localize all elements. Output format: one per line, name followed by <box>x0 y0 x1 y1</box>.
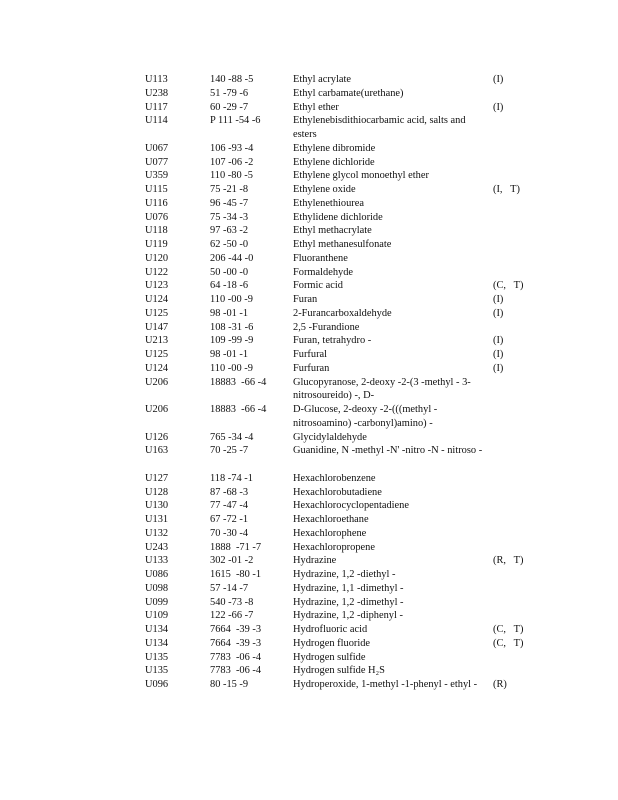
table-row <box>0 114 618 142</box>
table-row <box>0 568 618 582</box>
table-row <box>0 637 618 651</box>
cas-number: 62 -50 -0 <box>210 239 249 250</box>
waste-code: U076 <box>145 211 169 223</box>
table-row <box>0 651 618 665</box>
chemical-name: Ethylene oxide <box>293 184 356 195</box>
waste-code: U113 <box>145 74 168 85</box>
chemical-name: Hydroperoxide, 1-methyl -1-phenyl - ethyl - <box>293 679 478 690</box>
cas-number: 64 -18 -6 <box>210 280 249 292</box>
waste-code: U125 <box>145 307 169 319</box>
cas-number: 75 -21 -8 <box>210 184 249 195</box>
waste-code: U124 <box>145 362 169 374</box>
table-row <box>0 664 618 678</box>
waste-code: U123 <box>145 280 169 292</box>
waste-code: U096 <box>145 679 169 690</box>
waste-code: U127 <box>145 472 169 484</box>
waste-code: U135 <box>145 665 169 677</box>
waste-code: U120 <box>145 252 169 264</box>
cas-number: 765 -34 -4 <box>210 431 254 443</box>
waste-code: U114 <box>145 115 168 127</box>
waste-code: U128 <box>145 486 169 498</box>
chemical-name: Formaldehyde <box>293 266 354 278</box>
chemical-name: Hydrazine <box>293 555 337 567</box>
waste-code: U243 <box>145 541 169 553</box>
chemical-name: Fluoranthene <box>293 252 348 264</box>
waste-code: U099 <box>145 596 169 608</box>
chemical-name: Ethylidene dichloride <box>293 211 383 223</box>
chemical-name: Guanidine, N -methyl -N' -nitro -N - nitroso - <box>293 445 483 457</box>
cas-number: 18883 -66 -4 <box>210 404 267 415</box>
cas-number: 98 -01 -1 <box>210 307 249 319</box>
cas-number: 57 -14 -7 <box>210 582 249 594</box>
waste-code: U124 <box>145 294 169 305</box>
table-row <box>0 678 618 706</box>
chemical-name: Formic acid <box>293 280 343 292</box>
table-row <box>0 224 618 238</box>
cas-number: 7783 -06 -4 <box>210 651 262 663</box>
hazard-code: (I, T) <box>493 184 520 195</box>
chemical-name: Hexachloropropene <box>293 541 375 553</box>
chemical-name: Hexachloroethane <box>293 514 369 525</box>
waste-code: U163 <box>145 445 169 457</box>
table-row <box>0 609 618 623</box>
waste-code: U125 <box>145 349 169 360</box>
cas-number: 140 -88 -5 <box>210 74 254 85</box>
chemical-name: Hydrogen fluoride <box>293 637 371 649</box>
hazard-code: (I) <box>493 307 504 319</box>
chemical-name: Ethyl methacrylate <box>293 225 372 237</box>
table-row <box>0 444 618 472</box>
cas-number: 75 -34 -3 <box>210 211 249 223</box>
hazard-code: (I) <box>493 362 504 374</box>
waste-code: U147 <box>145 321 169 333</box>
chemical-name: Ethyl acrylate <box>293 74 351 85</box>
chemical-name: Hexachlorophene <box>293 527 367 539</box>
table-row <box>0 266 618 280</box>
waste-code: U130 <box>145 500 169 512</box>
cas-number: 110 -00 -9 <box>210 362 253 374</box>
waste-code: U119 <box>145 239 168 250</box>
waste-code: U359 <box>145 170 169 182</box>
chemical-name: Ethylene dichloride <box>293 156 375 168</box>
cas-number: 109 -99 -9 <box>210 335 254 347</box>
chemical-name: Hydrazine, 1,2 -dimethyl - <box>293 596 404 608</box>
chemical-name: Furan <box>293 294 318 305</box>
waste-code: U086 <box>145 569 169 580</box>
table-row <box>0 486 618 500</box>
chemical-name: Ethylenebisdithiocarbamic acid, salts and esters <box>293 115 466 140</box>
waste-code: U077 <box>145 156 169 168</box>
hazard-code: (C, T) <box>493 624 524 635</box>
table-row <box>0 142 618 156</box>
cas-number: 70 -25 -7 <box>210 445 249 457</box>
chemical-name: Furfuran <box>293 362 330 374</box>
hazard-code: (I) <box>493 101 504 113</box>
chemical-name: Glucopyranose, 2-deoxy -2-(3 -methyl - 3-nitrosoureido) -, D- <box>293 376 471 402</box>
table-row <box>0 554 618 568</box>
table-row <box>0 623 618 637</box>
waste-code: U098 <box>145 582 169 594</box>
table-row <box>0 73 618 87</box>
waste-code: U117 <box>145 101 168 113</box>
chemical-name: Ethylene glycol monoethyl ether <box>293 170 429 182</box>
chemical-name: Hexachlorobutadiene <box>293 486 382 498</box>
cas-number: 98 -01 -1 <box>210 349 249 360</box>
table-row <box>0 513 618 527</box>
cas-number: 51 -79 -6 <box>210 87 249 99</box>
waste-code: U118 <box>145 225 168 237</box>
waste-code: U206 <box>145 404 169 415</box>
waste-code: U115 <box>145 184 168 195</box>
chemical-name: Ethyl ether <box>293 101 339 113</box>
cas-number: 206 -44 -0 <box>210 252 254 264</box>
hazard-code: (I) <box>493 294 504 305</box>
waste-code: U132 <box>145 527 169 539</box>
chemical-name: Hydrazine, 1,1 -dimethyl - <box>293 582 404 594</box>
table-row <box>0 238 618 252</box>
table-row <box>0 252 618 266</box>
cas-number: 77 -47 -4 <box>210 500 249 512</box>
chemical-name: Ethyl carbamate(urethane) <box>293 87 404 99</box>
waste-code: U133 <box>145 555 169 567</box>
table-row <box>0 334 618 348</box>
chemical-name: Hydrazine, 1,2 -diethyl - <box>293 569 396 580</box>
cas-number: 67 -72 -1 <box>210 514 249 525</box>
chemical-name: Hydrogen sulfide <box>293 651 366 663</box>
chemical-name: Hydrofluoric acid <box>293 624 368 635</box>
cas-number: 1615 -80 -1 <box>210 569 262 580</box>
table-row <box>0 362 618 376</box>
cas-number: 122 -66 -7 <box>210 610 254 622</box>
waste-code: U126 <box>145 431 169 443</box>
chemical-name: D-Glucose, 2-deoxy -2-(((methyl - nitrosoamino) -carbonyl)amino) - <box>293 404 438 429</box>
waste-code: U116 <box>145 197 168 209</box>
cas-number: 96 -45 -7 <box>210 197 249 209</box>
table-row <box>0 403 618 431</box>
table-row <box>0 279 618 293</box>
cas-number: 106 -93 -4 <box>210 142 254 154</box>
cas-number: 7664 -39 -3 <box>210 637 262 649</box>
waste-code: U131 <box>145 514 169 525</box>
table-row <box>0 376 618 404</box>
table-row <box>0 472 618 486</box>
table-row <box>0 87 618 101</box>
cas-number: 302 -01 -2 <box>210 555 254 567</box>
chemical-name: Ethylene dibromide <box>293 142 376 154</box>
hazard-code: (I) <box>493 349 504 360</box>
table-row <box>0 541 618 555</box>
chemical-name: Hexachlorocyclopentadiene <box>293 500 409 512</box>
table-row <box>0 348 618 362</box>
waste-code: U109 <box>145 610 169 622</box>
cas-number: 108 -31 -6 <box>210 321 254 333</box>
chemical-name: Hydrogen sulfide H₂S <box>293 665 385 677</box>
table-row <box>0 101 618 115</box>
table-row <box>0 156 618 170</box>
waste-code: U134 <box>145 637 169 649</box>
chemical-name: 2-Furancarboxaldehyde <box>293 307 392 319</box>
cas-number: 87 -68 -3 <box>210 486 249 498</box>
cas-number: 97 -63 -2 <box>210 225 249 237</box>
cas-number: P 111 -54 -6 <box>210 115 261 127</box>
chemical-name: Glycidylaldehyde <box>293 431 367 443</box>
table-row <box>0 596 618 610</box>
cas-number: 110 -00 -9 <box>210 294 253 305</box>
cas-number: 110 -80 -5 <box>210 170 253 182</box>
chemical-name: Furfural <box>293 349 328 360</box>
cas-number: 80 -15 -9 <box>210 679 249 690</box>
cas-number: 70 -30 -4 <box>210 527 249 539</box>
chemical-name: Hydrazine, 1,2 -diphenyl - <box>293 610 403 622</box>
table-row <box>0 431 618 445</box>
hazard-code: (I) <box>493 74 504 85</box>
hazard-code: (R, T) <box>493 555 524 567</box>
cas-number: 540 -73 -8 <box>210 596 254 608</box>
table-row <box>0 293 618 307</box>
table-row <box>0 307 618 321</box>
cas-number: 60 -29 -7 <box>210 101 249 113</box>
waste-code: U122 <box>145 266 169 278</box>
hazard-code: (C, T) <box>493 280 524 292</box>
waste-code: U067 <box>145 142 169 154</box>
hazard-code: (C, T) <box>493 637 524 649</box>
cas-number: 107 -06 -2 <box>210 156 254 168</box>
table-row <box>0 499 618 513</box>
waste-code: U206 <box>145 376 169 388</box>
chemical-name: Hexachlorobenzene <box>293 472 376 484</box>
chemical-name: Ethylenethiourea <box>293 197 364 209</box>
cas-number: 18883 -66 -4 <box>210 376 267 388</box>
table-row <box>0 197 618 211</box>
waste-code: U213 <box>145 335 169 347</box>
cas-number: 50 -00 -0 <box>210 266 249 278</box>
cas-number: 7664 -39 -3 <box>210 624 262 635</box>
waste-code: U238 <box>145 87 169 99</box>
table-row <box>0 582 618 596</box>
hazardous-waste-table <box>0 73 618 706</box>
cas-number: 1888 -71 -7 <box>210 541 262 553</box>
table-row <box>0 211 618 225</box>
chemical-name: 2,5 -Furandione <box>293 321 360 333</box>
cas-number: 118 -74 -1 <box>210 472 253 484</box>
cas-number: 7783 -06 -4 <box>210 665 262 677</box>
hazard-code: (R) <box>493 679 507 690</box>
chemical-name: Furan, tetrahydro - <box>293 335 372 347</box>
table-row <box>0 169 618 183</box>
table-row <box>0 183 618 197</box>
waste-code: U134 <box>145 624 169 635</box>
table-row <box>0 527 618 541</box>
waste-code: U135 <box>145 651 169 663</box>
chemical-name: Ethyl methanesulfonate <box>293 239 392 250</box>
hazard-code: (I) <box>493 335 504 347</box>
table-row <box>0 321 618 335</box>
